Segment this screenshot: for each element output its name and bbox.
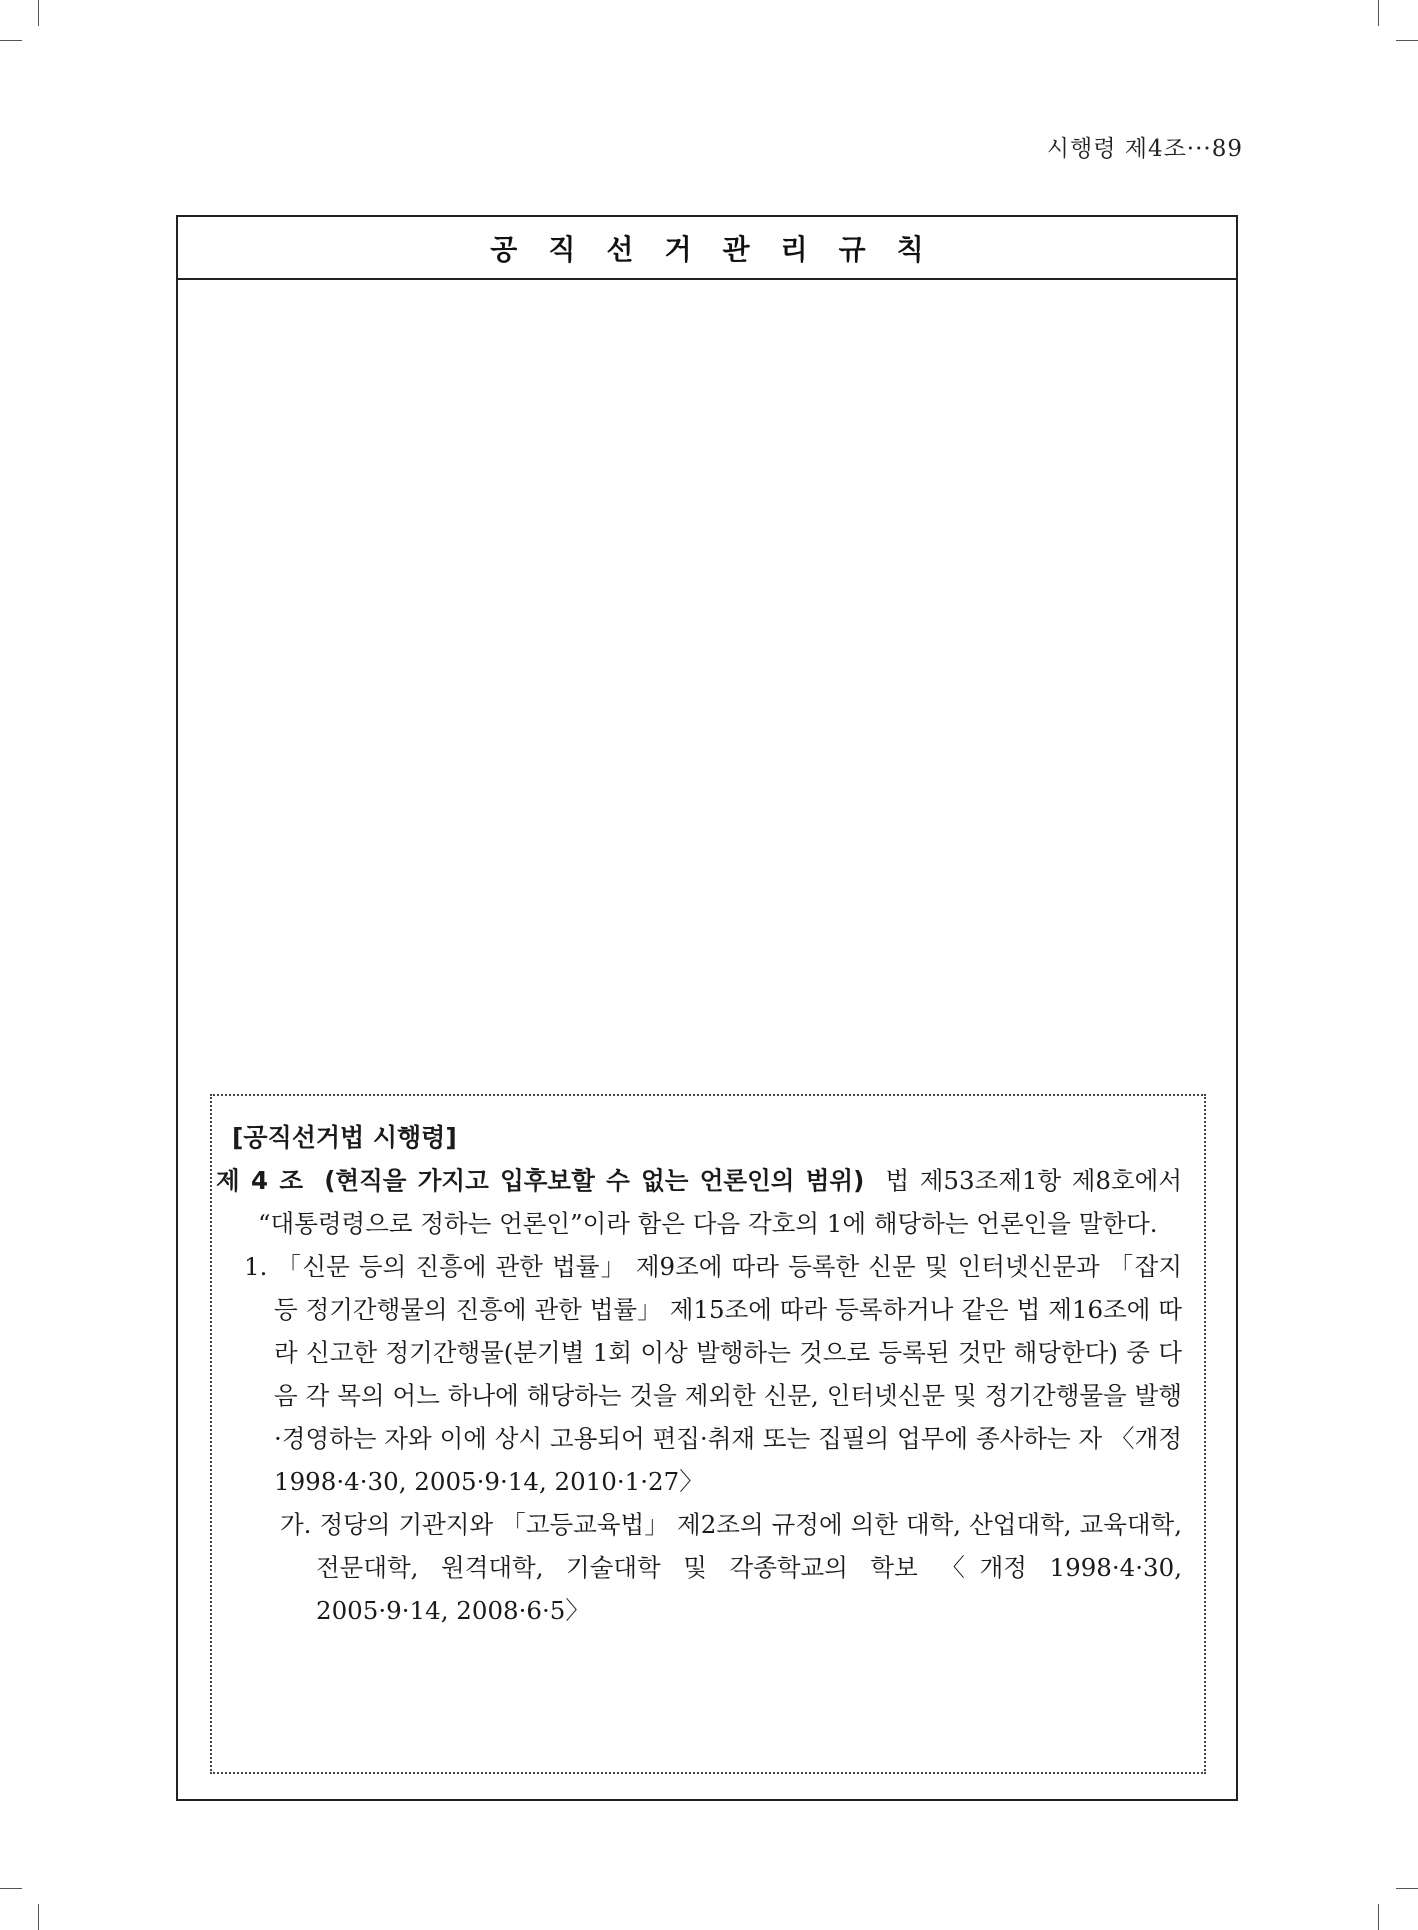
crop-mark-bottom-right-v xyxy=(1378,1904,1379,1930)
crop-mark-bottom-left-v xyxy=(38,1904,39,1930)
article-item-1-ga: 가. 정당의 기관지와 「고등교육법」 제2조의 규정에 의한 대학, 산업대학, 교육대학, 전문대학, 원격대학, 기술대학 및 각종학교의 학보 〈개정 1998·4·30, 2005·9·14, 2008·6·5〉 xyxy=(280,1510,1182,1625)
running-header: 시행령 제4조···89 xyxy=(1046,136,1243,162)
crop-mark-top-left-h xyxy=(0,40,22,41)
article-item-1: 1. 「신문 등의 진흥에 관한 법률」 제9조에 따라 등록한 신문 및 인터넷신문과 「잡지 등 정기간행물의 진흥에 관한 법률」 제15조에 따라 등록하거나 같은 법 제16조에 따라 신고한 정기간행물(분기별 1회 이상 발행하는 것으로 등록된 것만 해당한다) 중 다음 각 목의 어느 하나에 해당하는 것을 제외한 신문, 인터넷신문 및 정기간행물을 발행·경영하는 자와 이에 상시 고용되어 편집·취재 또는 집필의 업무에 종사하는 자 〈개정 1998·4·30, 2005·9·14, 2010·1·27〉 xyxy=(244,1252,1182,1496)
frame-title: 공직선거관리규칙 xyxy=(178,217,1236,280)
article-number: 제 4 조 xyxy=(216,1166,304,1195)
crop-mark-bottom-left-h xyxy=(0,1888,22,1889)
crop-mark-top-left-v xyxy=(38,0,39,26)
article-4 xyxy=(216,1159,1182,1245)
crop-mark-top-right-v xyxy=(1378,0,1379,26)
article-body: 법 제53조제1항 제8호에서 “대통령령으로 정하는 언론인”이라 함은 다음 각호의 1에 해당하는 언론인을 말한다. xyxy=(258,1166,1182,1238)
article-title: (현직을 가지고 입후보할 수 없는 언론인의 범위) xyxy=(324,1166,865,1195)
excerpt-heading: [공직선거법 시행령] xyxy=(232,1123,457,1152)
crop-mark-top-right-h xyxy=(1396,40,1418,41)
crop-mark-bottom-right-h xyxy=(1396,1888,1418,1889)
enforcement-decree-excerpt xyxy=(210,1094,1206,1774)
